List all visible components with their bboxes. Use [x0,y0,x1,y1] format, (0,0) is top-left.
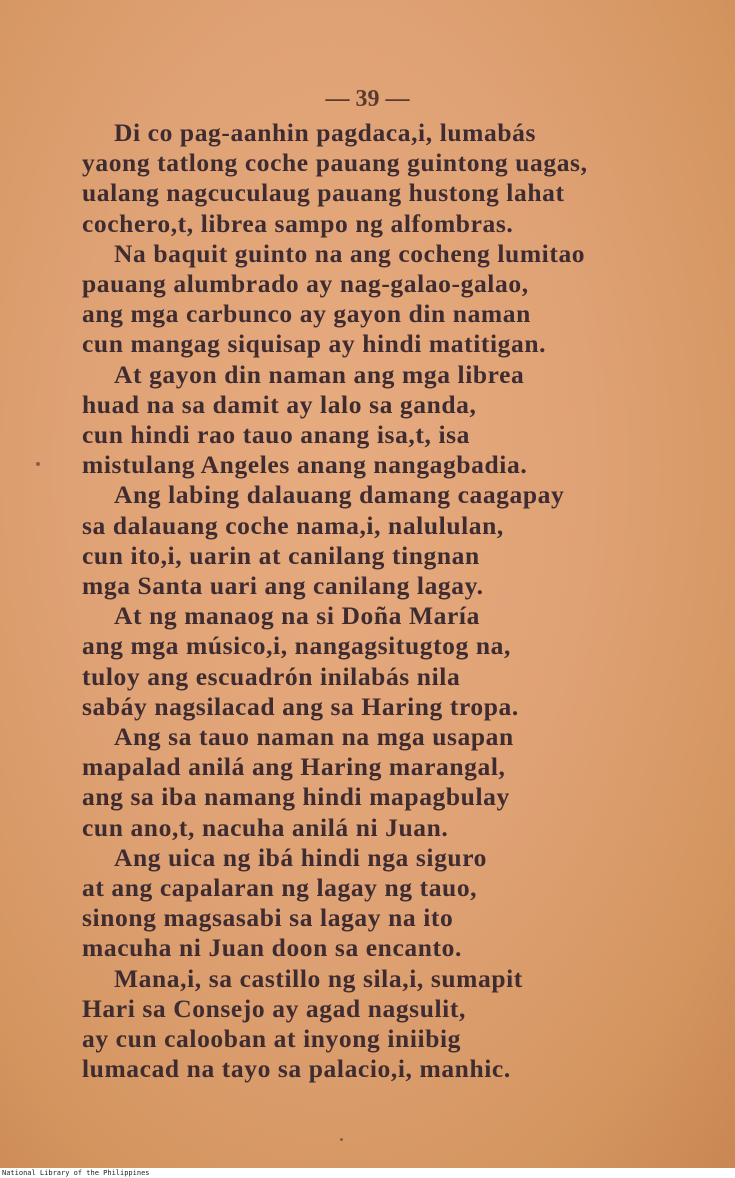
stanza-2 [82,239,702,360]
verse-line: cun ano,t, nacuha anilá ni Juan. [82,812,449,842]
paper-speck [340,1138,343,1141]
poem-text [82,118,702,1085]
stanza-6 [82,722,702,843]
verse-line: macuha ni Juan doon sa encanto. [82,933,462,963]
stanza-3 [82,360,702,481]
verse-line: ay cun calooban at inyong iniibig [82,1024,462,1054]
verse-line: lumacad na tayo sa palacio,i, manhic. [82,1054,511,1084]
verse-line: ang sa iba namang hindi mapagbulay [82,782,510,812]
verse-line: ualang nagcuculaug pauang hustong lahat [82,178,565,208]
verse-line: cochero,t, librea sampo ng alfombras. [82,208,514,238]
verse-line: Hari sa Consejo ay agad nagsulit, [82,993,466,1023]
verse-line: mistulang Angeles anang nangagbadia. [82,450,528,480]
library-credit: National Library of the Philippines [2,1169,150,1177]
verse-line: cun mangag siquisap ay hindi matitigan. [82,329,547,359]
verse-line: Na baquit guinto na ang cocheng lumitao [114,238,586,268]
verse-line: cun hindi rao tauo anang isa,t, isa [82,420,471,450]
page-number: — 39 — [325,86,410,112]
verse-line: Ang sa tauo naman na mga usapan [114,722,514,752]
verse-line: ang mga músico,i, nangagsitugtog na, [82,631,511,661]
stanza-5 [82,601,702,722]
verse-line: Ang labing dalauang damang caagapay [114,480,565,510]
verse-line: huad na sa damit ay lalo sa ganda, [82,389,477,419]
verse-line: mapalad anilá ang Haring marangal, [82,752,506,782]
verse-line: sabáy nagsilacad ang sa Haring tropa. [82,691,519,721]
verse-line: sa dalauang coche nama,i, nalululan, [82,510,504,540]
verse-line: mga Santa uari ang canilang lagay. [82,571,484,601]
verse-line: cun ito,i, uarin at canilang tingnan [82,540,480,570]
verse-line: Mana,i, sa castillo ng sila,i, sumapit [114,963,523,993]
verse-line: tuloy ang escuadrón inilabás nila [82,661,461,691]
verse-line: sinong magsasabi sa lagay na ito [82,903,454,933]
stanza-7 [82,843,702,964]
verse-line: yaong tatlong coche pauang guintong uagas, [82,148,588,178]
verse-line: At gayon din naman ang mga librea [114,359,525,389]
verse-line: Di co pag-aanhin pagdaca,i, lumabás [114,118,537,147]
verse-line: pauang alumbrado ay nag-galao-galao, [82,269,529,299]
paper-speck [36,462,40,466]
verse-line: At ng manaog na si Doña María [114,601,480,631]
verse-line: ang mga carbunco ay gayon din naman [82,299,531,329]
verse-line: Ang uica ng ibá hindi nga siguro [114,842,488,872]
stanza-1 [82,118,702,239]
verse-line: at ang capalaran ng lagay ng tauo, [82,873,478,903]
stanza-4 [82,480,702,601]
stanza-8 [82,964,702,1085]
